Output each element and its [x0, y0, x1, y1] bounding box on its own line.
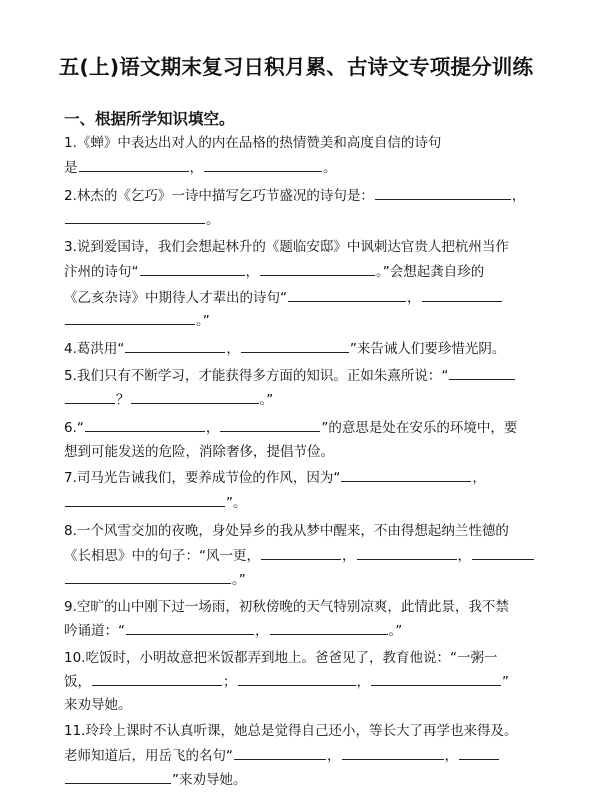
question-2-line-1: 2.林杰的《乞巧》一诗中描写乞巧节盛况的诗句是： ，	[64, 188, 526, 204]
answer-blank[interactable]	[65, 211, 205, 224]
question-3-line-2: 汴州的诗句“ ， 。”会想起龚自珍的	[64, 264, 485, 280]
answer-blank[interactable]	[238, 673, 356, 686]
question-3-line-4: 。”	[64, 311, 540, 331]
answer-blank[interactable]	[92, 673, 222, 686]
answer-blank[interactable]	[126, 622, 254, 635]
answer-blank[interactable]	[261, 547, 341, 560]
question-5-line-1: 5.我们只有不断学习，才能获得多方面的知识。正如朱熹所说：“	[64, 366, 540, 386]
answer-blank[interactable]	[241, 340, 349, 353]
answer-blank[interactable]	[472, 547, 534, 560]
question-1-line-2: 是 ， 。	[64, 160, 337, 176]
answer-blank[interactable]	[270, 622, 388, 635]
page-title: 五(上)语文期末复习日积月累、古诗文专项提分训练	[58, 55, 534, 79]
question-7-line-1: 7.司马光告诫我们，要养成节俭的作风，因为“ ，	[64, 470, 486, 486]
answer-blank[interactable]	[65, 494, 225, 507]
answer-blank[interactable]	[260, 263, 375, 276]
question-11-line-2: 老师知道后，用岳飞的名句“ ， ，	[64, 746, 540, 766]
question-11-line-3: ”来劝导她。	[64, 770, 540, 790]
answer-blank[interactable]	[65, 771, 171, 784]
answer-blank[interactable]	[422, 289, 502, 302]
section-heading: 一、根据所学知识填空。	[64, 110, 235, 128]
answer-blank[interactable]	[85, 419, 205, 432]
answer-blank[interactable]	[449, 367, 515, 380]
question-9-line-1: 9.空旷的山中刚下过一场雨，初秋傍晚的天气特别凉爽，此情此景，我不禁	[64, 599, 509, 615]
question-10-line-1: 10.吃饭时，小明故意把米饭都弄到地上。爸爸见了，教育他说：“一粥一	[64, 650, 498, 666]
question-3-line-1: 3.说到爱国诗，我们会想起林升的《题临安邸》中讽刺达官贵人把杭州当作	[64, 239, 509, 255]
answer-blank[interactable]	[140, 263, 245, 276]
answer-blank[interactable]	[357, 547, 457, 560]
question-3-line-3: 《乙亥杂诗》中期待人才辈出的诗句“ ，	[64, 288, 540, 308]
answer-blank[interactable]	[342, 747, 444, 760]
answer-blank[interactable]	[234, 747, 326, 760]
answer-blank[interactable]	[79, 159, 189, 172]
answer-blank[interactable]	[204, 159, 322, 172]
answer-blank[interactable]	[341, 469, 471, 482]
question-10-line-2: 饭， ； ， ”	[64, 674, 509, 690]
question-8-line-3: 。”	[64, 570, 540, 590]
answer-blank[interactable]	[65, 312, 195, 325]
answer-blank[interactable]	[131, 391, 259, 404]
answer-blank[interactable]	[375, 187, 511, 200]
answer-blank[interactable]	[65, 571, 231, 584]
answer-blank[interactable]	[65, 391, 115, 404]
question-8-line-2: 《长相思》中的句子：“风一更， ， ，	[64, 546, 540, 566]
question-9-line-2: 吟诵道：“ ， 。”	[64, 623, 403, 639]
answer-blank[interactable]	[288, 289, 406, 302]
question-1-line-1: 1.《蝉》中表达出对人的内在品格的热情赞美和高度自信的诗句	[64, 135, 442, 151]
question-11-line-1: 11.玲玲上课时不认真听课，她总是觉得自己还小，等长大了再学也来得及。	[64, 723, 518, 739]
answer-blank[interactable]	[125, 340, 225, 353]
answer-blank[interactable]	[220, 419, 320, 432]
question-10-line-3: 来劝导她。	[64, 697, 132, 713]
question-6-line-1: 6.“ ， ”的意思是处在安乐的环境中，要	[64, 420, 518, 436]
answer-blank[interactable]	[459, 747, 499, 760]
question-7-line-2: ”。	[64, 493, 540, 513]
question-8-line-1: 8.一个风雪交加的夜晚，身处异乡的我从梦中醒来，不由得想起纳兰性德的	[64, 523, 509, 539]
question-5-line-2: ？ 。”	[64, 390, 540, 410]
question-6-line-2: 想到可能发送的危险，消除奢侈，提倡节俭。	[64, 444, 334, 460]
question-2-line-2: 。	[64, 210, 540, 230]
question-4: 4.葛洪用“ ， ”来告诫人们要珍惜光阴。	[64, 341, 506, 357]
answer-blank[interactable]	[371, 673, 501, 686]
